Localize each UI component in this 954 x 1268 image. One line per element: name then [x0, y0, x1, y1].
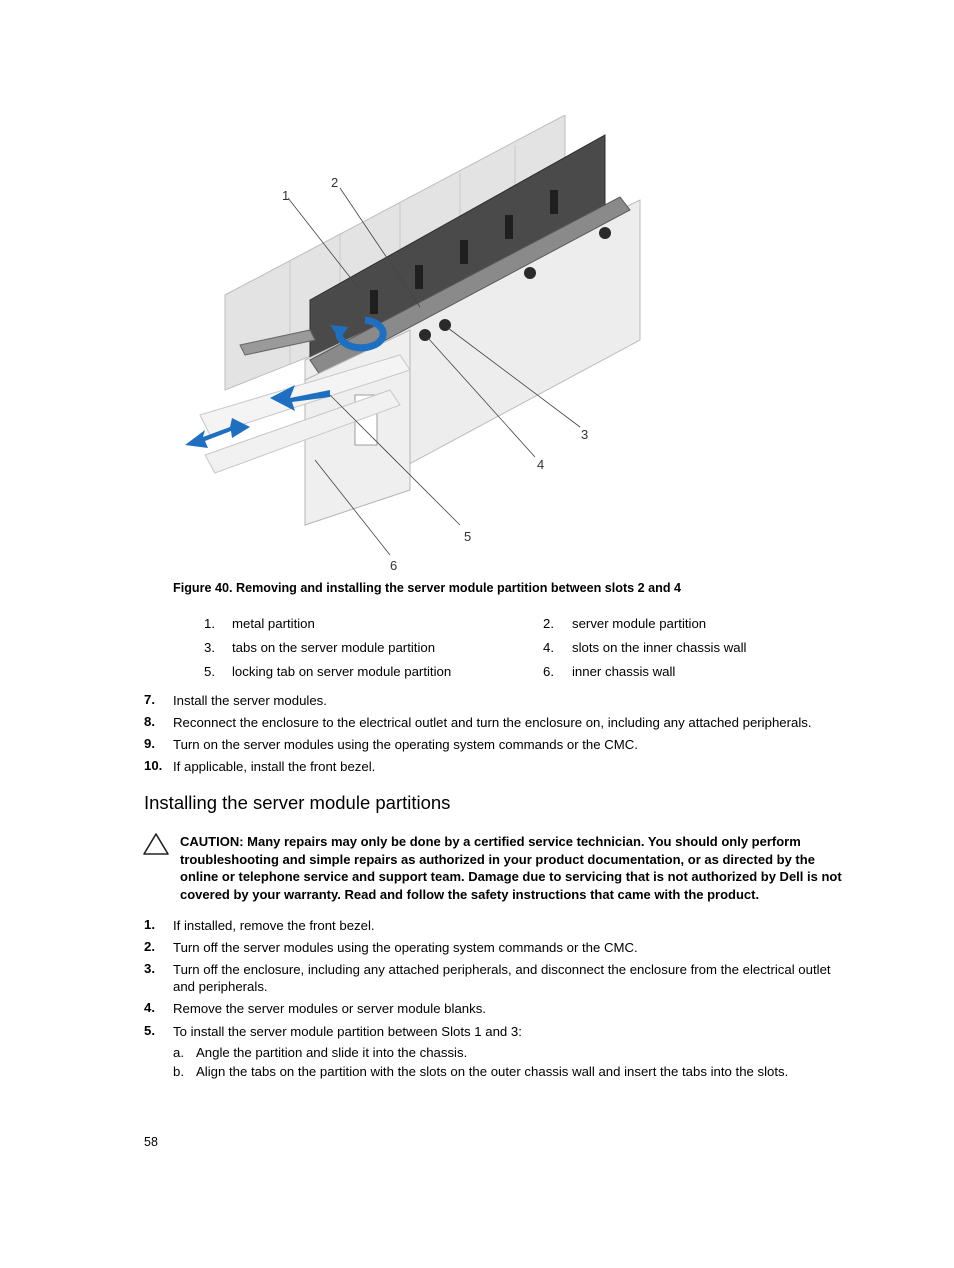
warning-triangle-icon [142, 832, 170, 859]
step-number: 1. [144, 917, 155, 932]
legend-number: 6. [543, 664, 554, 679]
substep-text: Align the tabs on the partition with the slots on the outer chassis wall and insert the tabs into the slots. [196, 1064, 789, 1079]
legend-number: 1. [204, 616, 215, 631]
callout-5: 5 [464, 529, 472, 544]
section-heading: Installing the server module partitions [144, 792, 451, 813]
step-text: Turn off the server modules using the operating system commands or the CMC. [173, 940, 638, 955]
partition-diagram [170, 115, 650, 575]
legend-label: server module partition [572, 616, 707, 631]
step-number: 7. [144, 692, 155, 707]
step-number: 8. [144, 714, 155, 729]
legend-label: slots on the inner chassis wall [572, 640, 747, 655]
step-text: Reconnect the enclosure to the electrical outlet and turn the enclosure on, including any attached peripherals. [173, 715, 812, 730]
legend-number: 5. [204, 664, 215, 679]
legend-label: tabs on the server module partition [232, 640, 436, 655]
substep-letter: a. [173, 1045, 184, 1060]
callout-1: 1 [282, 188, 290, 203]
substep-text: Angle the partition and slide it into the chassis. [196, 1045, 468, 1060]
callout-6: 6 [390, 558, 398, 573]
substep-letter: b. [173, 1064, 184, 1079]
step-text: Install the server modules. [173, 693, 327, 708]
step-text: Remove the server modules or server module blanks. [173, 1001, 486, 1016]
step-number: 10. [144, 758, 163, 773]
page-number: 58 [144, 1135, 158, 1149]
figure-caption: Figure 40. Removing and installing the server module partition between slots 2 and 4 [173, 581, 682, 595]
callout-4: 4 [537, 457, 545, 472]
step-number: 4. [144, 1000, 155, 1015]
callout-2: 2 [331, 175, 339, 190]
step-number: 9. [144, 736, 155, 751]
legend-label: metal partition [232, 616, 315, 631]
step-text: If installed, remove the front bezel. [173, 918, 375, 933]
legend-label: locking tab on server module partition [232, 664, 452, 679]
step-number: 2. [144, 939, 155, 954]
legend-number: 4. [543, 640, 554, 655]
step-number: 5. [144, 1023, 155, 1038]
step-number: 3. [144, 961, 155, 976]
step-text: If applicable, install the front bezel. [173, 759, 376, 774]
figure-illustration [170, 115, 650, 575]
step-text: To install the server module partition between Slots 1 and 3: [173, 1024, 522, 1039]
legend-number: 3. [204, 640, 215, 655]
step-text: Turn on the server modules using the operating system commands or the CMC. [173, 737, 638, 752]
legend-label: inner chassis wall [572, 664, 676, 679]
legend-number: 2. [543, 616, 554, 631]
callout-3: 3 [581, 427, 589, 442]
step-text: Turn off the enclosure, including any attached peripherals, and disconnect the enclosure from the electrical outlet and peripherals. [173, 962, 831, 994]
caution-text: CAUTION: Many repairs may only be done by a certified service technician. You should only perform troubleshooting and simple repairs as authorized in your product documentation, or as directed by the online or telephone service and support team. Damage due to servicing that is not authorized by Dell is not covered by your warranty. Read and follow the safety instructions that came with the product. [180, 834, 842, 902]
